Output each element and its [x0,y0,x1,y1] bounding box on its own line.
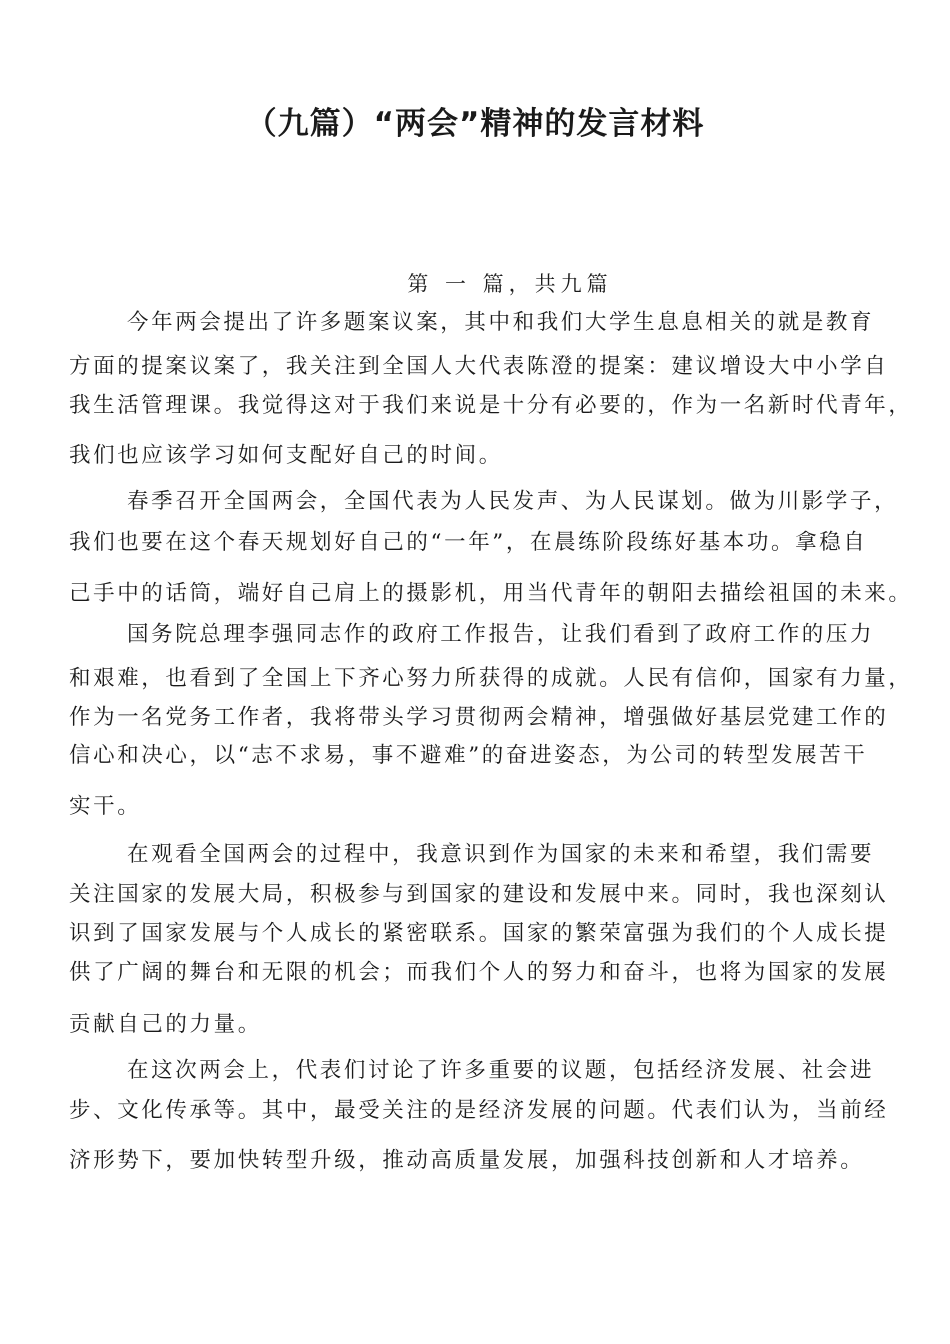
paragraph-4-line-5: 贡献自己的力量。 [69,1012,262,1037]
paragraph-2-line-3: 己手中的话筒，端好自己肩上的摄影机，用当代青年的朝阳去描绘祖国的未来。 [69,581,913,606]
paragraph-5-line-3: 济形势下，要加快转型升级，推动高质量发展，加强科技创新和人才培养。 [69,1148,865,1173]
paragraph-4-line-1: 在观看全国两会的过程中，我意识到作为国家的未来和希望，我们需要 [127,842,875,867]
paragraph-1-line-4: 我们也应该学习如何支配好自己的时间。 [69,443,503,468]
paragraph-5-line-1: 在这次两会上，代表们讨论了许多重要的议题，包括经济发展、社会进 [127,1058,875,1083]
paragraph-3-line-3: 作为一名党务工作者，我将带头学习贯彻两会精神，增强做好基层党建工作的 [69,705,889,730]
paragraph-3-line-1: 国务院总理李强同志作的政府工作报告，让我们看到了政府工作的压力 [127,622,875,647]
section-heading: 第 一 篇，共九篇 [407,272,613,296]
paragraph-4-line-3: 识到了国家发展与个人成长的紧密联系。国家的繁荣富强为我们的个人成长提 [69,921,889,946]
paragraph-1-line-3: 我生活管理课。我觉得这对于我们来说是十分有必要的，作为一名新时代青年， [69,393,913,418]
paragraph-3-line-5: 实干。 [69,794,142,819]
paragraph-2-line-2: 我们也要在这个春天规划好自己的“一年”，在晨练阶段练好基本功。拿稳自 [69,530,868,555]
paragraph-5-line-2: 步、文化传承等。其中，最受关注的是经济发展的问题。代表们认为，当前经 [69,1098,889,1123]
paragraph-2-line-1: 春季召开全国两会，全国代表为人民发声、为人民谋划。做为川影学子， [127,489,899,514]
paragraph-3-line-2: 和艰难，也看到了全国上下齐心努力所获得的成就。人民有信仰，国家有力量， [69,666,913,691]
document-title: （九篇）“两会”精神的发言材料 [245,106,705,142]
paragraph-3-line-4: 信心和决心，以“志不求易，事不避难”的奋进姿态，为公司的转型发展苦干 [69,743,868,768]
paragraph-1-line-1: 今年两会提出了许多题案议案，其中和我们大学生息息相关的就是教育 [127,310,875,335]
paragraph-4-line-4: 供了广阔的舞台和无限的机会；而我们个人的努力和奋斗，也将为国家的发展 [69,960,889,985]
paragraph-1-line-2: 方面的提案议案了，我关注到全国人大代表陈澄的提案：建议增设大中小学自 [69,354,889,379]
paragraph-4-line-2: 关注国家的发展大局，积极参与到国家的建设和发展中来。同时，我也深刻认 [69,882,889,907]
